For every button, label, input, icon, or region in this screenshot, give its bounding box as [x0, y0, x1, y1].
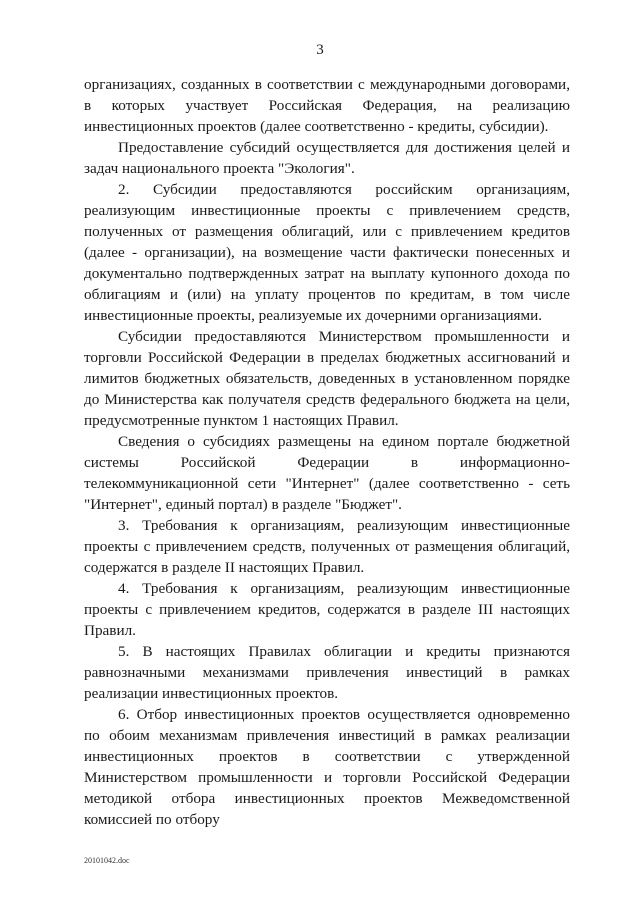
- paragraph-clause-3: 3. Требования к организациям, реализующим инвестиционные проекты с привлечением средств, полученных от размещения облигаций, содержатся в разделе II настоящих Правил.: [84, 517, 570, 576]
- paragraph-subsidy-provider: Субсидии предоставляются Министерством промышленности и торговли Российской Федерации в пределах бюджетных ассигнований и лимитов бюджетных обязательств, доведенных в установленном порядке до Министерства как получателя средств федерального бюджета на цели, предусмотренные пунктом 1 настоящих Правил.: [84, 328, 570, 429]
- paragraph-portal-info: Сведения о субсидиях размещены на едином портале бюджетной системы Российской Федерации в информационно-телекоммуникационной сети "Интернет" (далее соответственно - сеть "Интернет", единый портал) в разделе "Бюджет".: [84, 433, 570, 513]
- paragraph-subsidy-purpose: Предоставление субсидий осуществляется для достижения целей и задач национального проекта "Экология".: [84, 139, 570, 177]
- document-footer-filename: 20101042.doc: [84, 856, 130, 865]
- page-number: 3: [316, 42, 324, 58]
- paragraph-clause-6: 6. Отбор инвестиционных проектов осуществляется одновременно по обоим механизмам привлечения инвестиций в рамках реализации инвестиционных проектов в соответствии с утвержденной Министерством промышленности и торговли Российской Федерации методикой отбора инвестиционных проектов Межведомственной комиссией по отбору: [84, 706, 570, 828]
- paragraph-clause-5: 5. В настоящих Правилах облигации и кредиты признаются равнозначными механизмами привлечения инвестиций в рамках реализации инвестиционных проектов.: [84, 643, 570, 702]
- paragraph-clause-2: 2. Субсидии предоставляются российским организациям, реализующим инвестиционные проекты с привлечением средств, полученных от размещения облигаций, или с привлечением кредитов (далее - организации), на возмещение части фактически понесенных и документально подтвержденных затрат на выплату купонного дохода по облигациям и (или) на уплату процентов по кредитам, в том числе инвестиционные проекты, реализуемые их дочерними организациями.: [84, 181, 570, 324]
- paragraph-clause-4: 4. Требования к организациям, реализующим инвестиционные проекты с привлечением кредитов, содержатся в разделе III настоящих Правил.: [84, 580, 570, 639]
- paragraph-intro-continuation: организациях, созданных в соответствии с международными договорами, в которых участвует Российская Федерация, на реализацию инвестиционных проектов (далее соответственно - кредиты, субсидии).: [84, 76, 570, 135]
- document-body: [84, 74, 570, 830]
